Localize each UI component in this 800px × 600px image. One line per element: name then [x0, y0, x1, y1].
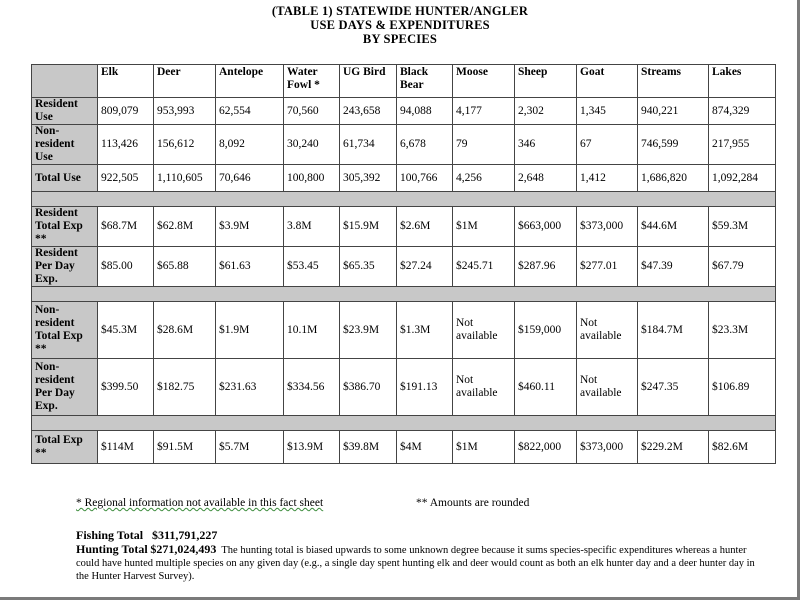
table-cell: $91.5M	[154, 431, 216, 464]
table-cell: $373,000	[577, 431, 638, 464]
table-cell: Not available	[453, 359, 515, 416]
table-cell: 100,766	[397, 165, 453, 192]
table-cell: $287.96	[515, 247, 577, 287]
table-cell: $68.7M	[98, 207, 154, 247]
table-cell: $191.13	[397, 359, 453, 416]
title-line-3: BY SPECIES	[362, 32, 438, 46]
table-cell: $460.11	[515, 359, 577, 416]
table-cell: 6,678	[397, 125, 453, 165]
footnote-rounded: ** Amounts are rounded	[416, 497, 530, 509]
table-cell: $386.70	[340, 359, 397, 416]
table-cell: Not available	[453, 302, 515, 359]
spacer-row	[32, 416, 776, 431]
row-label: Non-resident Total Exp **	[32, 302, 98, 359]
table-cell: $45.3M	[98, 302, 154, 359]
table-cell: 940,221	[638, 98, 709, 125]
table-row	[32, 207, 776, 247]
table-cell: $67.79	[709, 247, 776, 287]
table-cell: $184.7M	[638, 302, 709, 359]
column-header: Streams	[638, 65, 709, 98]
table-cell: 70,646	[216, 165, 284, 192]
table-cell: $106.89	[709, 359, 776, 416]
table-cell: 94,088	[397, 98, 453, 125]
table-cell: 62,554	[216, 98, 284, 125]
spacer-cell	[32, 287, 776, 302]
table-cell: 10.1M	[284, 302, 340, 359]
row-label: Non-resident Use	[32, 125, 98, 165]
table-cell: $15.9M	[340, 207, 397, 247]
table-row	[32, 359, 776, 416]
table-cell: 70,560	[284, 98, 340, 125]
fishing-total	[76, 528, 217, 543]
table-cell: 1,345	[577, 98, 638, 125]
table-cell: 1,092,284	[709, 165, 776, 192]
spacer-row	[32, 192, 776, 207]
table-cell: $3.9M	[216, 207, 284, 247]
row-label: Total Exp **	[32, 431, 98, 464]
title-line-2: USE DAYS & EXPENDITURES	[310, 18, 490, 32]
column-header: UG Bird	[340, 65, 397, 98]
table-cell: $5.7M	[216, 431, 284, 464]
table-cell: $1M	[453, 207, 515, 247]
table-row	[32, 125, 776, 165]
table-cell: $245.71	[453, 247, 515, 287]
table-cell: $23.9M	[340, 302, 397, 359]
table-cell: 2,302	[515, 98, 577, 125]
table-cell: 4,177	[453, 98, 515, 125]
table-cell: $53.45	[284, 247, 340, 287]
table-cell: $28.6M	[154, 302, 216, 359]
table-cell: $159,000	[515, 302, 577, 359]
table-cell: $1M	[453, 431, 515, 464]
table-cell: 79	[453, 125, 515, 165]
fishing-total-value: $311,791,227	[152, 528, 218, 542]
table-cell: $822,000	[515, 431, 577, 464]
table-cell: 2,648	[515, 165, 577, 192]
table-cell: 67	[577, 125, 638, 165]
corner-cell	[32, 65, 98, 98]
column-header: Sheep	[515, 65, 577, 98]
table-cell: $1.9M	[216, 302, 284, 359]
column-header: Water Fowl *	[284, 65, 340, 98]
table-cell: $13.9M	[284, 431, 340, 464]
row-label: Resident Per Day Exp.	[32, 247, 98, 287]
table-cell: $61.63	[216, 247, 284, 287]
table-cell: $4M	[397, 431, 453, 464]
row-label: Non-resident Per Day Exp.	[32, 359, 98, 416]
table-row	[32, 247, 776, 287]
table-cell: $334.56	[284, 359, 340, 416]
table-cell: $23.3M	[709, 302, 776, 359]
table-cell: 1,686,820	[638, 165, 709, 192]
table-row	[32, 431, 776, 464]
table-cell: $247.35	[638, 359, 709, 416]
table-cell: $47.39	[638, 247, 709, 287]
table-cell: 922,505	[98, 165, 154, 192]
table-cell: $277.01	[577, 247, 638, 287]
spacer-row	[32, 287, 776, 302]
row-label: Total Use	[32, 165, 98, 192]
table-cell: 1,110,605	[154, 165, 216, 192]
table-cell: $27.24	[397, 247, 453, 287]
table-cell: $373,000	[577, 207, 638, 247]
table-cell: $399.50	[98, 359, 154, 416]
expenditure-table	[31, 64, 776, 464]
column-header: Goat	[577, 65, 638, 98]
fishing-total-label: Fishing Total	[76, 528, 144, 542]
table-cell: 1,412	[577, 165, 638, 192]
table-cell: 61,734	[340, 125, 397, 165]
column-header: Deer	[154, 65, 216, 98]
hunting-total	[76, 543, 766, 583]
spacer-cell	[32, 192, 776, 207]
table-cell: $65.88	[154, 247, 216, 287]
footnote-regional: * Regional information not available in this fact sheet	[76, 497, 324, 509]
table-cell: $44.6M	[638, 207, 709, 247]
table-cell: 305,392	[340, 165, 397, 192]
hunting-total-note: The hunting total is biased upwards to some unknown degree because it sums species-specific expenditures whereas a hunter could have hunted multiple species on any given day (e.g., a single day spent hunting elk and deer would count as both an elk hunter day and a deer hunter day in the Hunter Harvest Survey).	[76, 545, 755, 582]
table-cell: Not available	[577, 302, 638, 359]
table-cell: 30,240	[284, 125, 340, 165]
table-cell: $65.35	[340, 247, 397, 287]
hunting-total-value: $271,024,493	[150, 542, 217, 556]
table-cell: 874,329	[709, 98, 776, 125]
table-cell: $62.8M	[154, 207, 216, 247]
spacer-cell	[32, 416, 776, 431]
table-cell: $82.6M	[709, 431, 776, 464]
table-cell: 3.8M	[284, 207, 340, 247]
table-cell: 4,256	[453, 165, 515, 192]
table-cell: $85.00	[98, 247, 154, 287]
table-cell: 809,079	[98, 98, 154, 125]
column-header: Black Bear	[397, 65, 453, 98]
table-cell: 113,426	[98, 125, 154, 165]
table-cell: $1.3M	[397, 302, 453, 359]
table-cell: $229.2M	[638, 431, 709, 464]
table-cell: $114M	[98, 431, 154, 464]
column-header: Elk	[98, 65, 154, 98]
hunting-total-label: Hunting Total	[76, 542, 148, 556]
table-cell: $39.8M	[340, 431, 397, 464]
table-cell: 156,612	[154, 125, 216, 165]
table-cell: 346	[515, 125, 577, 165]
table-cell: $231.63	[216, 359, 284, 416]
table-cell: $59.3M	[709, 207, 776, 247]
table-cell: 8,092	[216, 125, 284, 165]
header-row	[32, 65, 776, 98]
table-cell: 217,955	[709, 125, 776, 165]
table-row	[32, 165, 776, 192]
column-header: Lakes	[709, 65, 776, 98]
table-cell: $2.6M	[397, 207, 453, 247]
title-line-1: (TABLE 1) STATEWIDE HUNTER/ANGLER	[271, 4, 529, 18]
row-label: Resident Use	[32, 98, 98, 125]
table-cell: 953,993	[154, 98, 216, 125]
table-row	[32, 302, 776, 359]
table-cell: 746,599	[638, 125, 709, 165]
table-cell: Not available	[577, 359, 638, 416]
table-cell: 243,658	[340, 98, 397, 125]
column-header: Moose	[453, 65, 515, 98]
table-cell: $663,000	[515, 207, 577, 247]
table-cell: $182.75	[154, 359, 216, 416]
table-row	[32, 98, 776, 125]
row-label: Resident Total Exp **	[32, 207, 98, 247]
table-cell: 100,800	[284, 165, 340, 192]
column-header: Antelope	[216, 65, 284, 98]
